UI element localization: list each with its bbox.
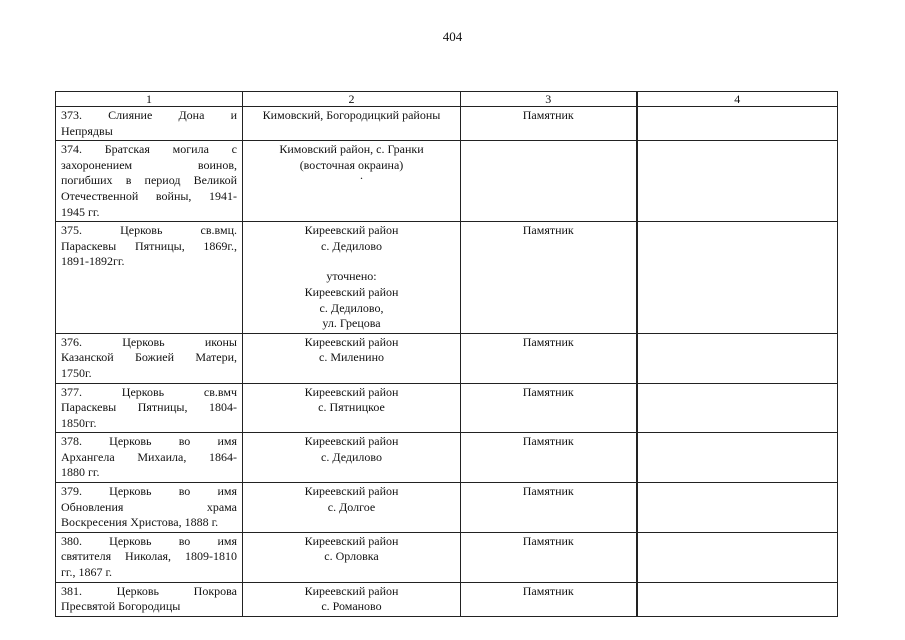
address-line: с. Орловка bbox=[324, 549, 379, 564]
object-name-line: 381. Церковь Покрова bbox=[61, 583, 237, 598]
address-line: с. Дедилово bbox=[321, 238, 382, 253]
table-row bbox=[56, 582, 838, 616]
address-cell bbox=[243, 383, 461, 433]
header-cell-4: 4 bbox=[637, 92, 838, 107]
table-row bbox=[56, 433, 838, 483]
address-cell bbox=[243, 532, 461, 582]
object-name-line: Архангела Михаила, 1864- bbox=[61, 449, 237, 464]
page-number: 404 bbox=[442, 29, 463, 44]
object-name-line: 1945 гг. bbox=[61, 204, 100, 219]
address-line: Киреевский район bbox=[304, 533, 399, 548]
address-clarification-line: ул. Грецова bbox=[322, 316, 381, 331]
category-cell: Памятник bbox=[461, 433, 637, 483]
note-cell bbox=[637, 141, 838, 222]
address-line: Киреевский район bbox=[304, 583, 399, 598]
table-row bbox=[56, 383, 838, 433]
address-line: Киреевский район bbox=[304, 223, 399, 238]
object-name-line: 374. Братская могила с bbox=[61, 142, 237, 157]
table-row bbox=[56, 107, 838, 141]
category-cell: Памятник bbox=[461, 333, 637, 383]
object-name-cell bbox=[56, 433, 243, 483]
header-cell-2: 2 bbox=[243, 92, 461, 107]
object-name-line: Воскресения Христова, 1888 г. bbox=[61, 515, 219, 530]
address-line: Киреевский район bbox=[304, 484, 399, 499]
address-cell bbox=[243, 433, 461, 483]
object-name-line: 376. Церковь иконы bbox=[61, 334, 237, 349]
object-name-line: погибших в период Великой bbox=[61, 173, 237, 188]
table-header-row bbox=[56, 92, 838, 107]
table-row bbox=[56, 483, 838, 533]
address-line: Кимовский район, с. Гранки bbox=[279, 142, 424, 157]
header-cell-1: 1 bbox=[56, 92, 243, 107]
object-name-line: 375. Церковь св.вмц. bbox=[61, 223, 237, 238]
table-row bbox=[56, 333, 838, 383]
header-cell-3: 3 bbox=[461, 92, 637, 107]
monuments-table bbox=[55, 91, 838, 617]
category-cell: Памятник bbox=[461, 532, 637, 582]
address-line: с. Миленино bbox=[319, 350, 384, 365]
note-cell bbox=[637, 107, 838, 141]
address-clarification-line: Киреевский район bbox=[304, 284, 399, 299]
note-cell bbox=[637, 383, 838, 433]
object-name-line: Непрядвы bbox=[61, 123, 113, 138]
address-cell bbox=[243, 333, 461, 383]
address-line: с. Романово bbox=[321, 599, 382, 614]
category-cell: Памятник bbox=[461, 582, 637, 616]
object-name-line: 1850гг. bbox=[61, 415, 97, 430]
object-name-line: 1880 гг. bbox=[61, 465, 100, 480]
address-line: с. Дедилово bbox=[321, 449, 382, 464]
object-name-cell bbox=[56, 107, 243, 141]
category-cell: Памятник bbox=[461, 222, 637, 334]
object-name-line: святителя Николая, 1809-1810 bbox=[61, 549, 237, 564]
table-row bbox=[56, 141, 838, 222]
address-line: Кимовский, Богородицкий районы bbox=[262, 108, 441, 122]
table-row bbox=[56, 532, 838, 582]
category-cell: Памятник bbox=[461, 483, 637, 533]
note-cell bbox=[637, 333, 838, 383]
note-cell bbox=[637, 582, 838, 616]
object-name-line: Параскевы Пятницы, 1869г., bbox=[61, 238, 237, 253]
object-name-line: 1891-1892гг. bbox=[61, 254, 125, 269]
object-name-line: 379. Церковь во имя bbox=[61, 484, 237, 499]
object-name-line: 373. Слияние Дона и bbox=[61, 108, 237, 122]
address-line: с. Долгое bbox=[327, 499, 376, 514]
address-line: Киреевский район bbox=[304, 434, 399, 449]
address-spacer bbox=[248, 254, 455, 269]
note-cell bbox=[637, 222, 838, 334]
object-name-line: Пресвятой Богородицы bbox=[61, 599, 181, 614]
category-cell bbox=[461, 141, 637, 222]
object-name-line: гг., 1867 г. bbox=[61, 565, 113, 580]
address-cell bbox=[243, 107, 461, 141]
address-line: Киреевский район bbox=[304, 334, 399, 349]
note-cell bbox=[637, 483, 838, 533]
object-name-cell bbox=[56, 141, 243, 222]
object-name-line: 378. Церковь во имя bbox=[61, 434, 237, 449]
note-cell bbox=[637, 433, 838, 483]
object-name-cell bbox=[56, 333, 243, 383]
address-line: с. Пятницкое bbox=[318, 400, 385, 415]
object-name-cell bbox=[56, 383, 243, 433]
address-clarification-line: уточнено: bbox=[326, 269, 377, 284]
object-name-cell bbox=[56, 222, 243, 334]
note-cell bbox=[637, 532, 838, 582]
object-name-line: захоронением воинов, bbox=[61, 157, 237, 172]
address-cell bbox=[243, 222, 461, 334]
object-name-line: 380. Церковь во имя bbox=[61, 533, 237, 548]
address-cell bbox=[243, 483, 461, 533]
object-name-line: Казанской Божией Матери, bbox=[61, 350, 237, 365]
address-line: Киреевский район bbox=[304, 384, 399, 399]
object-name-cell bbox=[56, 532, 243, 582]
object-name-line: 1750г. bbox=[61, 365, 92, 380]
address-cell bbox=[243, 141, 461, 222]
category-cell: Памятник bbox=[461, 383, 637, 433]
address-mark: · bbox=[359, 171, 364, 186]
object-name-line: Параскевы Пятницы, 1804- bbox=[61, 400, 237, 415]
address-clarification-line: с. Дедилово, bbox=[319, 300, 384, 315]
address-line: (восточная окраина) bbox=[299, 157, 404, 172]
object-name-line: Обновления храма bbox=[61, 499, 237, 514]
category-cell: Памятник bbox=[461, 107, 637, 141]
object-name-cell bbox=[56, 582, 243, 616]
object-name-line: 377. Церковь св.вмч bbox=[61, 384, 237, 399]
table-row bbox=[56, 222, 838, 334]
object-name-line: Отечественной войны, 1941- bbox=[61, 188, 237, 203]
address-cell bbox=[243, 582, 461, 616]
object-name-cell bbox=[56, 483, 243, 533]
